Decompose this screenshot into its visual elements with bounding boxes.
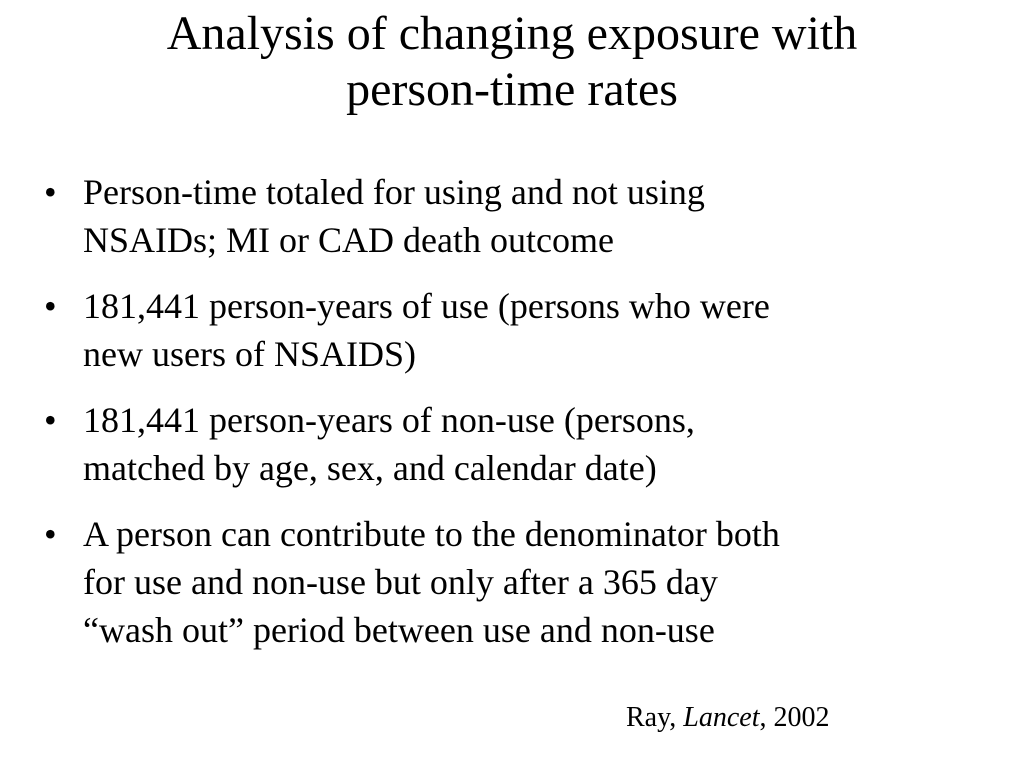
citation-year: , 2002 xyxy=(759,702,830,733)
bullet-text-line: for use and non-use but only after a 365 day xyxy=(83,562,718,602)
bullet-item xyxy=(44,396,984,492)
slide-title xyxy=(60,6,964,118)
bullet-text-line: A person can contribute to the denominator both xyxy=(83,514,780,554)
bullet-text-line: matched by age, sex, and calendar date) xyxy=(83,448,657,488)
slide-title-line-1: Analysis of changing exposure with xyxy=(166,7,858,60)
bullet-text-line: 181,441 person-years of non-use (persons, xyxy=(83,400,695,440)
bullet-text-line: “wash out” period between use and non-use xyxy=(83,610,715,650)
bullet-list xyxy=(44,168,984,672)
bullet-text-line: Person-time totaled for using and not using xyxy=(83,172,705,212)
bullet-item xyxy=(44,510,984,654)
citation xyxy=(626,700,830,736)
bullet-text-line: NSAIDs; MI or CAD death outcome xyxy=(83,220,614,260)
bullet-marker: • xyxy=(44,286,57,326)
bullet-marker: • xyxy=(44,514,57,554)
bullet-item xyxy=(44,168,984,264)
bullet-item xyxy=(44,282,984,378)
citation-author: Ray, xyxy=(626,702,684,733)
bullet-marker: • xyxy=(44,172,57,212)
slide-title-line-2: person-time rates xyxy=(346,63,678,116)
citation-journal: Lancet xyxy=(683,702,760,733)
bullet-text-line: new users of NSAIDS) xyxy=(83,334,416,374)
bullet-marker: • xyxy=(44,400,57,440)
bullet-text-line: 181,441 person-years of use (persons who were xyxy=(83,286,770,326)
